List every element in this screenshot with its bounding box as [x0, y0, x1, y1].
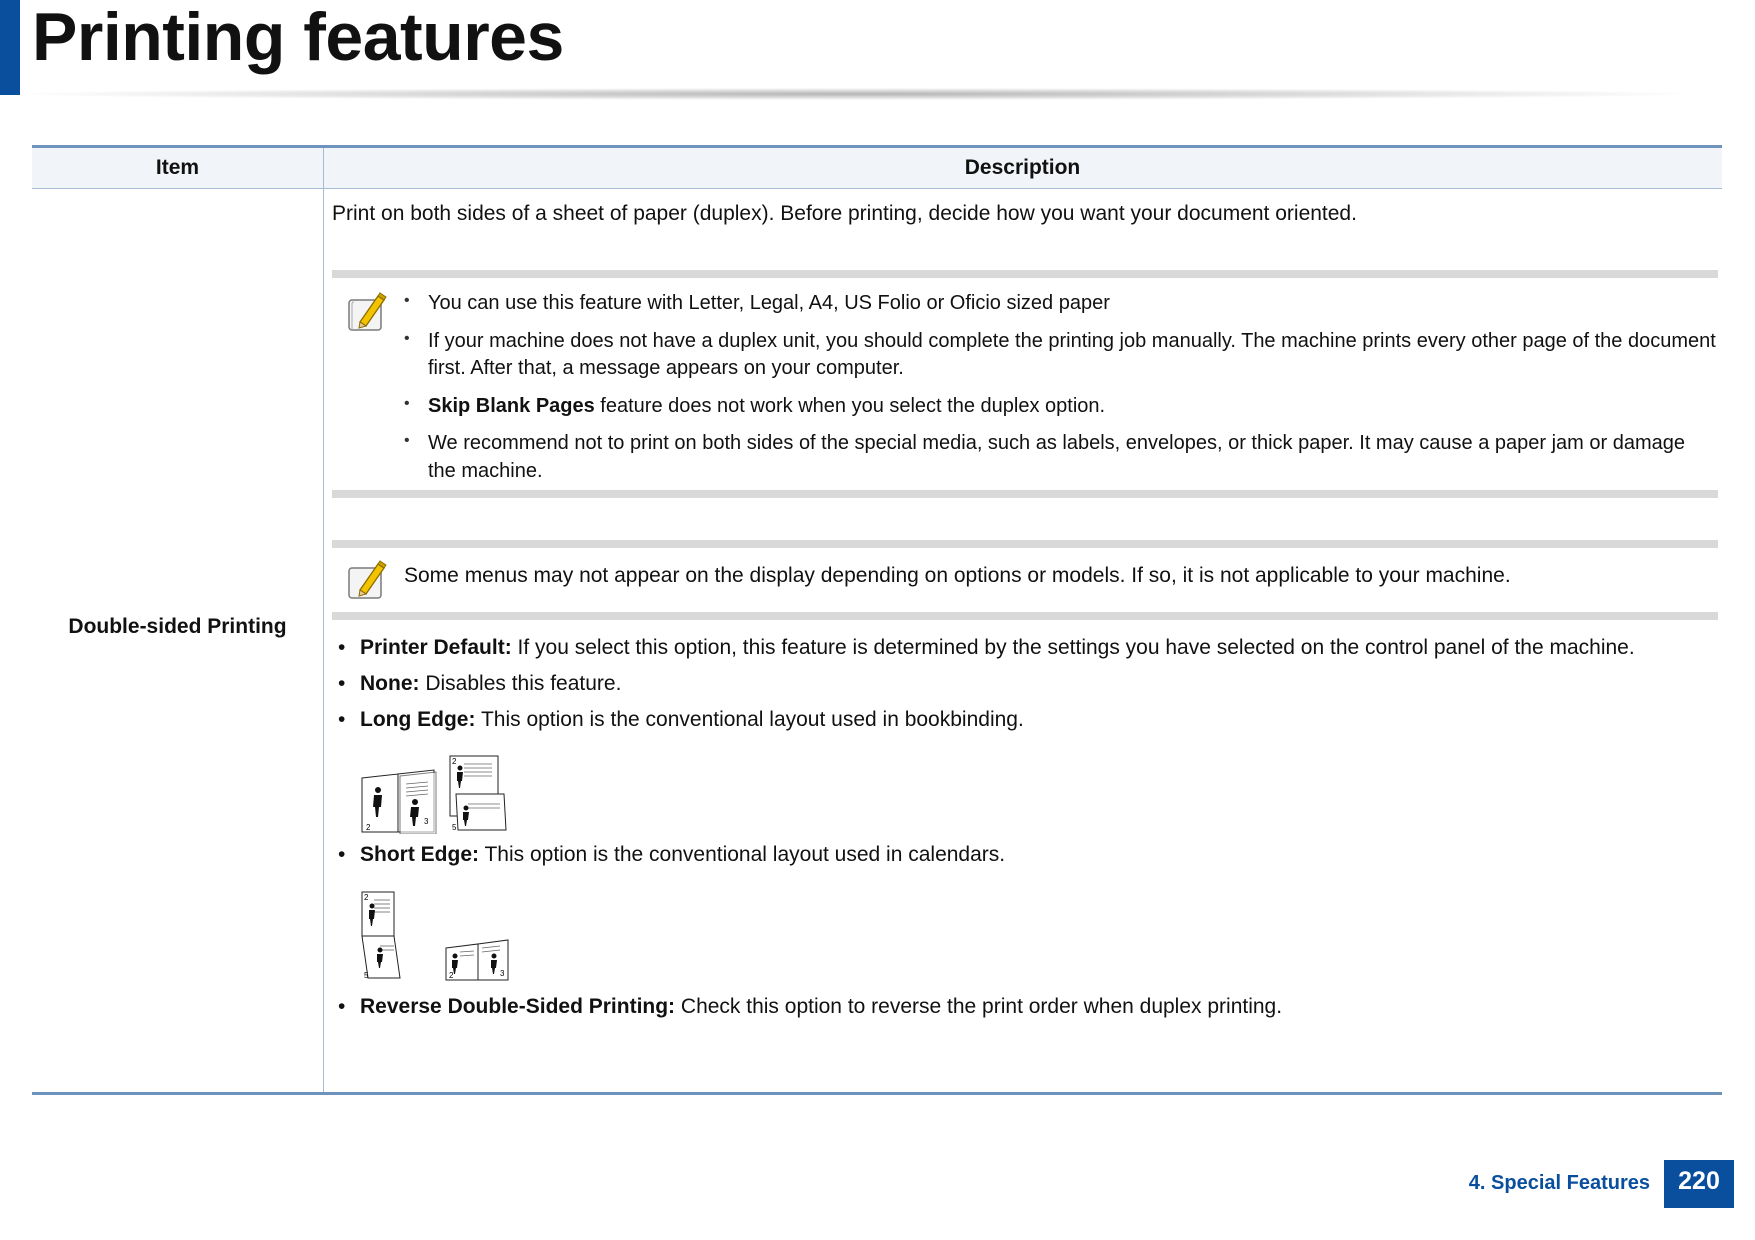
row-item-label: Double-sided Printing [68, 615, 287, 638]
option-reverse-double-sided: • Reverse Double-Sided Printing: Check this option to reverse the print order when duplex printing. [338, 995, 1283, 1018]
option-printer-default: • Printer Default: If you select this option, this feature is determined by the settings you have selected on the control panel of the machine. [338, 636, 1635, 659]
note-list-item: • Skip Blank Pages feature does not work when you select the duplex option. [404, 393, 1718, 421]
note-list-item: • If your machine does not have a duplex unit, you should complete the printing job manually. The machine prints every other page of the document first. After that, a message appears on your computer. [404, 328, 1718, 383]
table-bottom-rule [32, 1092, 1722, 1095]
note-pencil-icon [346, 558, 388, 602]
page-label: 5 [452, 823, 457, 832]
page-label: 5 [364, 971, 369, 980]
footer-chapter: 4. Special Features [1468, 1172, 1650, 1194]
option-long-edge: • Long Edge: This option is the conventional layout used in bookbinding. [338, 708, 1024, 731]
page-label: 2 [366, 823, 371, 832]
page-label: 2 [449, 971, 454, 980]
chapter-accent-bar [0, 0, 20, 95]
intro-text: Print on both sides of a sheet of paper (duplex). Before printing, decide how you want your document oriented. [332, 202, 1357, 225]
column-divider [323, 148, 324, 1092]
note-list [404, 290, 1718, 496]
note-pencil-icon [346, 290, 388, 334]
note-box-menus [332, 540, 1718, 620]
table-header-row [32, 148, 1722, 189]
page-title: Printing features [32, 0, 564, 75]
page-label: 3 [500, 969, 505, 978]
features-table [32, 145, 1722, 1095]
note-box-paper-info [332, 270, 1718, 498]
note-list-item: • We recommend not to print on both sides of the special media, such as labels, envelopes, or thick paper. It may cause a paper jam or damage the machine. [404, 430, 1718, 485]
page-number: 220 [1664, 1160, 1734, 1208]
header-item: Item [155, 156, 200, 179]
note-text: Some menus may not appear on the display depending on options or models. If so, it is not applicable to your machine. [404, 564, 1511, 587]
title-underline [28, 88, 1683, 100]
page-label: 2 [452, 757, 457, 766]
page-label: 3 [424, 817, 429, 826]
note-list-item: • You can use this feature with Letter, Legal, A4, US Folio or Oficio sized paper [404, 290, 1718, 318]
header-description: Description [964, 156, 1081, 179]
option-short-edge: • Short Edge: This option is the conventional layout used in calendars. [338, 843, 1006, 866]
option-none: • None: Disables this feature. [338, 672, 622, 695]
page-label: 2 [364, 893, 369, 902]
short-edge-duplex-illustration [360, 890, 512, 982]
long-edge-duplex-illustration [360, 754, 510, 834]
